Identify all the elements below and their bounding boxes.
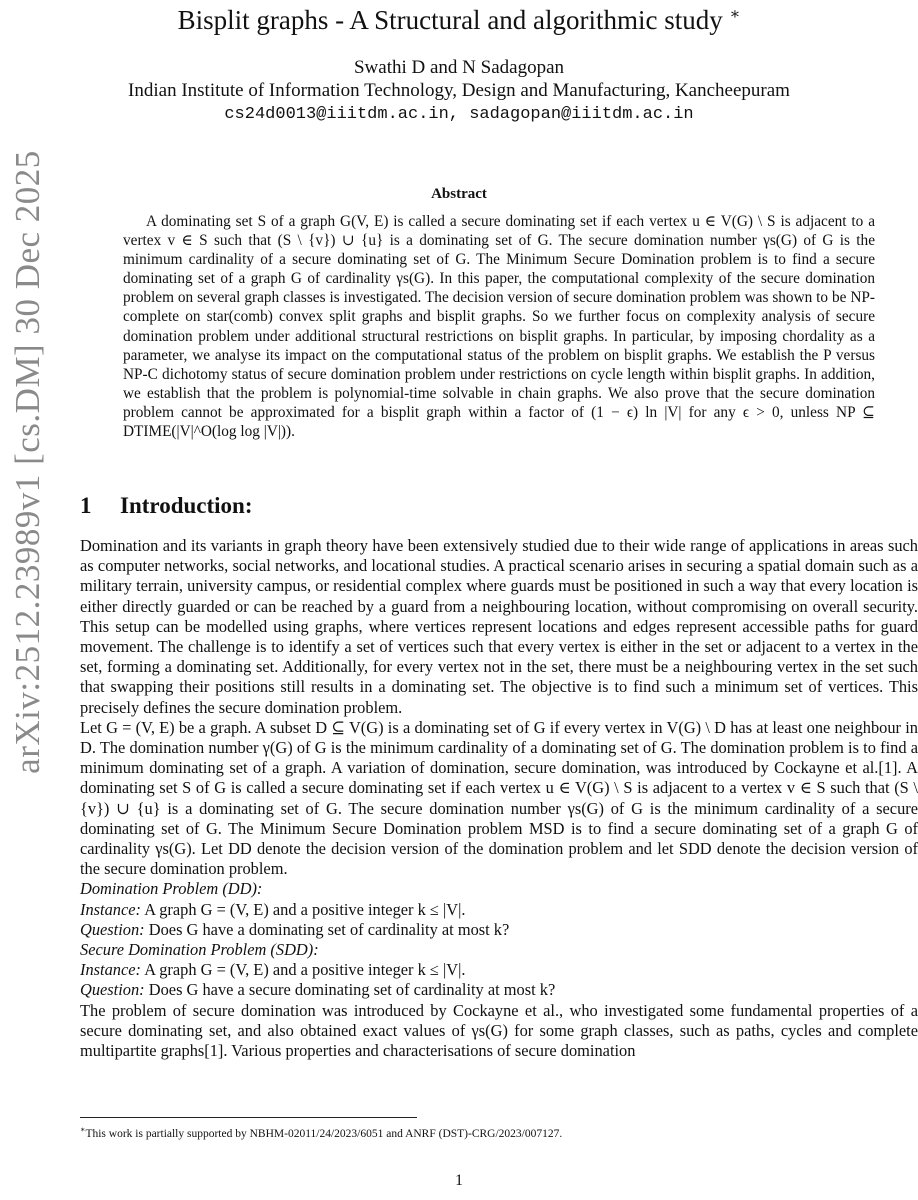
dd-heading: Domination Problem (DD): (80, 879, 263, 899)
dd-instance-text: A graph G = (V, E) and a positive integer k ≤ |V|. (144, 899, 466, 919)
section-number: 1 (80, 493, 92, 518)
intro-paragraph-2: Let G = (V, E) be a graph. A subset D ⊆ V(G) is a dominating set of G if every vertex in V(G) \ D has at least one neighbour in D. The domination number γ(G) of G is the minimum cardinality of a dominating set of G. The domination problem is to find a minimum dominating set of a graph. A variation of domination, secure domination, was introduced by Cockayne et al.[1]. A dominating set S of G is called a secure dominating set if each vertex u ∈ V(G) \ S is adjacent to a vertex v ∈ S such that (S \ {v}) ∪ {u} is a dominating set of G. The secure domination number γs(G) of G is the minimum cardinality of a secure dominating set of G. The Minimum Secure Domination problem MSD is to find a secure dominating set of a graph G of cardinality γs(G). Let DD denote the decision version of the domination problem and let SDD denote the decision version of the secure domination problem. (80, 717, 918, 879)
footnote-mark: ∗ (80, 1125, 86, 1134)
title-footnote-mark: ∗ (729, 6, 741, 23)
dd-instance (80, 900, 918, 920)
sdd-question-text: Does G have a secure dominating set of cardinality at most k? (148, 980, 556, 1000)
sdd-instance-label: Instance: (80, 960, 141, 980)
abstract-text: A dominating set S of a graph G(V, E) is called a secure dominating set if each vertex u ∈ V(G) \ S is adjacent to a vertex v ∈ S such that (S \ {v}) ∪ {u} is a dominating set of G. The secure domination number γs(G) of G is the minimum cardinality of a secure dominating set of G. The Minimum Secure Domination problem is to find a secure dominating set of a graph G of cardinality γs(G). In this paper, the computational complexity of the secure domination problem on several graph classes is investigated. The decision version of secure domination problem was shown to be NP-complete on star(comb) convex split graphs and bisplit graphs. So we further focus on complexity analysis of secure domination problem under additional structural restrictions on bisplit graphs. In particular, by imposing chordality as a parameter, we analyse its impact on the computational status of the problem on bisplit graphs. We establish the P versus NP-C dichotomy status of secure domination problem under restrictions on cycle length within bisplit graphs. In addition, we establish that the problem is polynomial-time solvable in chain graphs. We also prove that the secure domination problem cannot be approximated for a bisplit graph within a factor of (1 − ϵ) ln |V| for any ϵ > 0, unless NP ⊆ DTIME(|V|^O(log log |V|)). (123, 213, 875, 441)
intro-paragraph-1: Domination and its variants in graph theory have been extensively studied due to their wide range of applications in areas such as computer networks, social networks, and locational studies. A practical scenario arises in securing a spatial domain such as a military terrain, university campus, or residential complex where guards must be positioned in such a way that every location is either directly guarded or can be reached by a guard from a neighbouring location, without compromising on overall security. This setup can be modelled using graphs, where vertices represent locations and edges represent accessible paths for guard movement. The challenge is to identify a set of vertices such that every vertex is either in the set or adjacent to a vertex in the set, forming a dominating set. Additionally, for every vertex not in the set, there must be a neighbouring vertex in the set such that swapping their positions still results in a dominating set. The objective is to find such a minimum set of vertices. This precisely defines the secure domination problem. (80, 536, 918, 717)
footnote-text: This work is partially supported by NBHM-02011/24/2023/6051 and ANRF (DST)-CRG/2023/007127. (85, 1127, 563, 1140)
footnote (80, 1122, 562, 1142)
page-number: 1 (455, 1172, 463, 1189)
sdd-question-label: Question: (80, 980, 145, 1000)
dd-instance-label: Instance: (80, 899, 141, 919)
section-heading (80, 492, 253, 520)
dd-question-text: Does G have a dominating set of cardinality at most k? (148, 919, 510, 939)
arxiv-side-stamp (0, 0, 56, 1200)
sdd-question (80, 980, 918, 1000)
author-emails: cs24d0013@iiitdm.ac.in, sadagopan@iiitdm.ac.in (224, 105, 694, 124)
dd-question-label: Question: (80, 919, 145, 939)
sdd-instance (80, 960, 918, 980)
introduction-body (80, 536, 918, 1061)
dd-question (80, 920, 918, 940)
footnote-divider (80, 1117, 417, 1118)
sdd-instance-text: A graph G = (V, E) and a positive integer k ≤ |V|. (144, 960, 466, 980)
arxiv-identifier: arXiv:2512.23989v1 [cs.DM] 30 Dec 2025 (8, 150, 47, 774)
intro-paragraph-3: The problem of secure domination was introduced by Cockayne et al., who investigated some fundamental properties of a secure dominating set, and also obtained exact values of γs(G) for some graph classes, such as paths, cycles and complete multipartite graphs[1]. Various properties and characterisations of secure domination (80, 1000, 918, 1061)
affiliation: Indian Institute of Information Technology, Design and Manufacturing, Kancheepuram (128, 80, 790, 101)
abstract-heading: Abstract (431, 186, 487, 202)
sdd-heading: Secure Domination Problem (SDD): (80, 940, 319, 960)
section-title: Introduction: (120, 493, 253, 518)
title-text: Bisplit graphs - A Structural and algorithmic study (177, 5, 723, 35)
paper-title (80, 0, 838, 35)
authors: Swathi D and N Sadagopan (353, 57, 565, 78)
